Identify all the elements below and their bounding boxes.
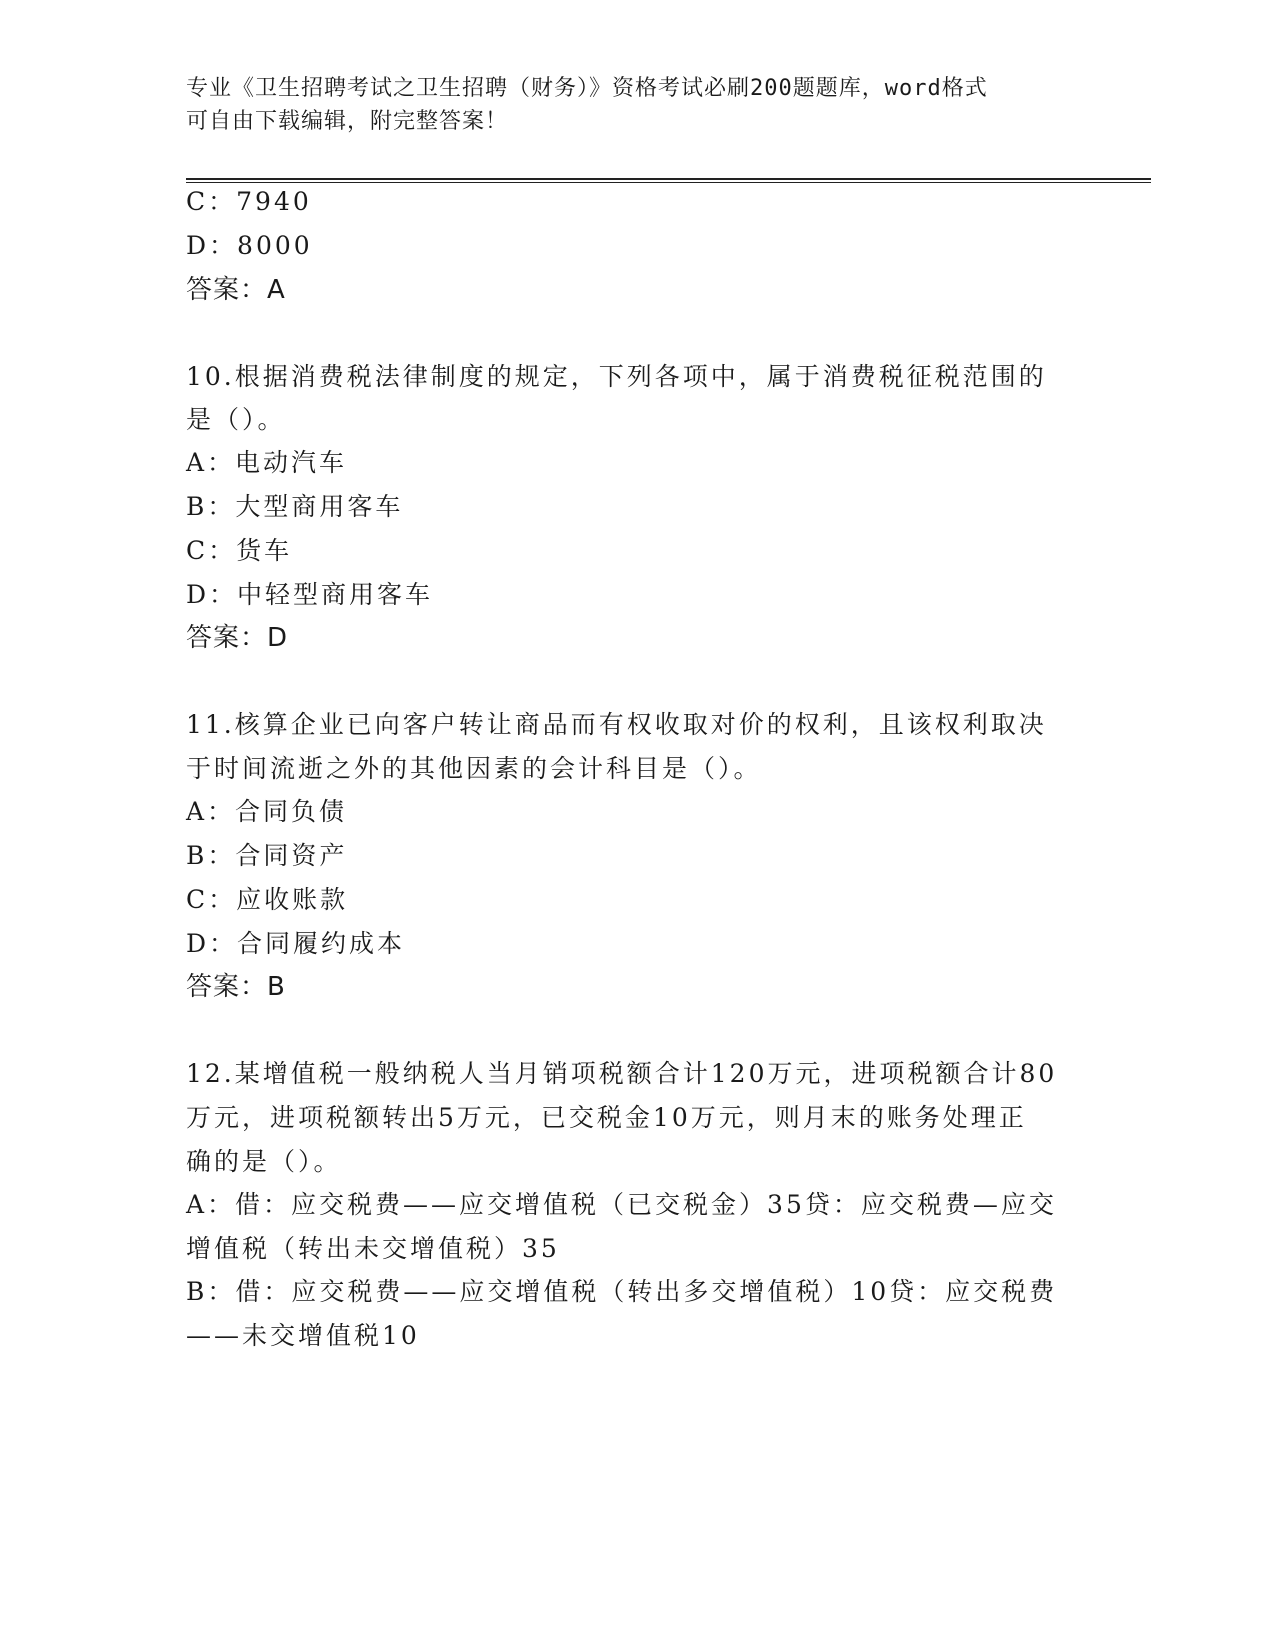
q11-option-b: B：合同资产	[186, 841, 348, 870]
header-title-line-2: 可自由下载编辑，附完整答案！	[186, 109, 509, 134]
q11-option-d: D：合同履约成本	[186, 929, 406, 958]
q11-option-c: C：应收账款	[186, 885, 349, 914]
q10-stem-line-1: 10.根据消费税法律制度的规定，下列各项中，属于消费税征税范围的	[186, 362, 1047, 391]
q10-option-c: C：货车	[186, 536, 293, 565]
q10-option-b: B：大型商用客车	[186, 492, 404, 521]
q11-stem-line-2: 于时间流逝之外的其他因素的会计科目是（）。	[186, 754, 762, 783]
header-title-line-1: 专业《卫生招聘考试之卫生招聘（财务）》资格考试必刷200题题库，word格式	[186, 76, 988, 101]
header-divider	[186, 178, 1151, 183]
q10-option-a: A：电动汽车	[186, 448, 348, 477]
q10-option-d: D：中轻型商用客车	[186, 580, 434, 609]
q12-option-a-line-2: 增值税（转出未交增值税）35	[186, 1234, 560, 1263]
q10-answer: 答案：D	[186, 623, 289, 653]
q11-answer: 答案：B	[186, 972, 286, 1002]
q12-option-b-line-1: B：借：应交税费——应交增值税（转出多交增值税）10贷：应交税费	[186, 1277, 1058, 1306]
q12-stem-line-2: 万元，进项税额转出5万元，已交税金10万元，则月末的账务处理正	[186, 1103, 1027, 1132]
prev-option-d: D：8000	[186, 231, 313, 260]
q12-option-a-line-1: A：借：应交税费——应交增值税（已交税金）35贷：应交税费—应交	[186, 1190, 1057, 1219]
q12-stem-line-3: 确的是（）。	[186, 1147, 342, 1176]
prev-answer: 答案：A	[186, 275, 286, 305]
q12-stem-line-1: 12.某增值税一般纳税人当月销项税额合计120万元，进项税额合计80	[186, 1059, 1058, 1088]
document-header	[186, 72, 1066, 138]
prev-option-c: C：7940	[186, 187, 312, 216]
q10-stem-line-2: 是（）。	[186, 405, 286, 434]
q12-option-b-line-2: ——未交增值税10	[186, 1321, 420, 1350]
q11-option-a: A：合同负债	[186, 797, 348, 826]
q11-stem-line-1: 11.核算企业已向客户转让商品而有权收取对价的权利，且该权利取决	[186, 710, 1047, 739]
